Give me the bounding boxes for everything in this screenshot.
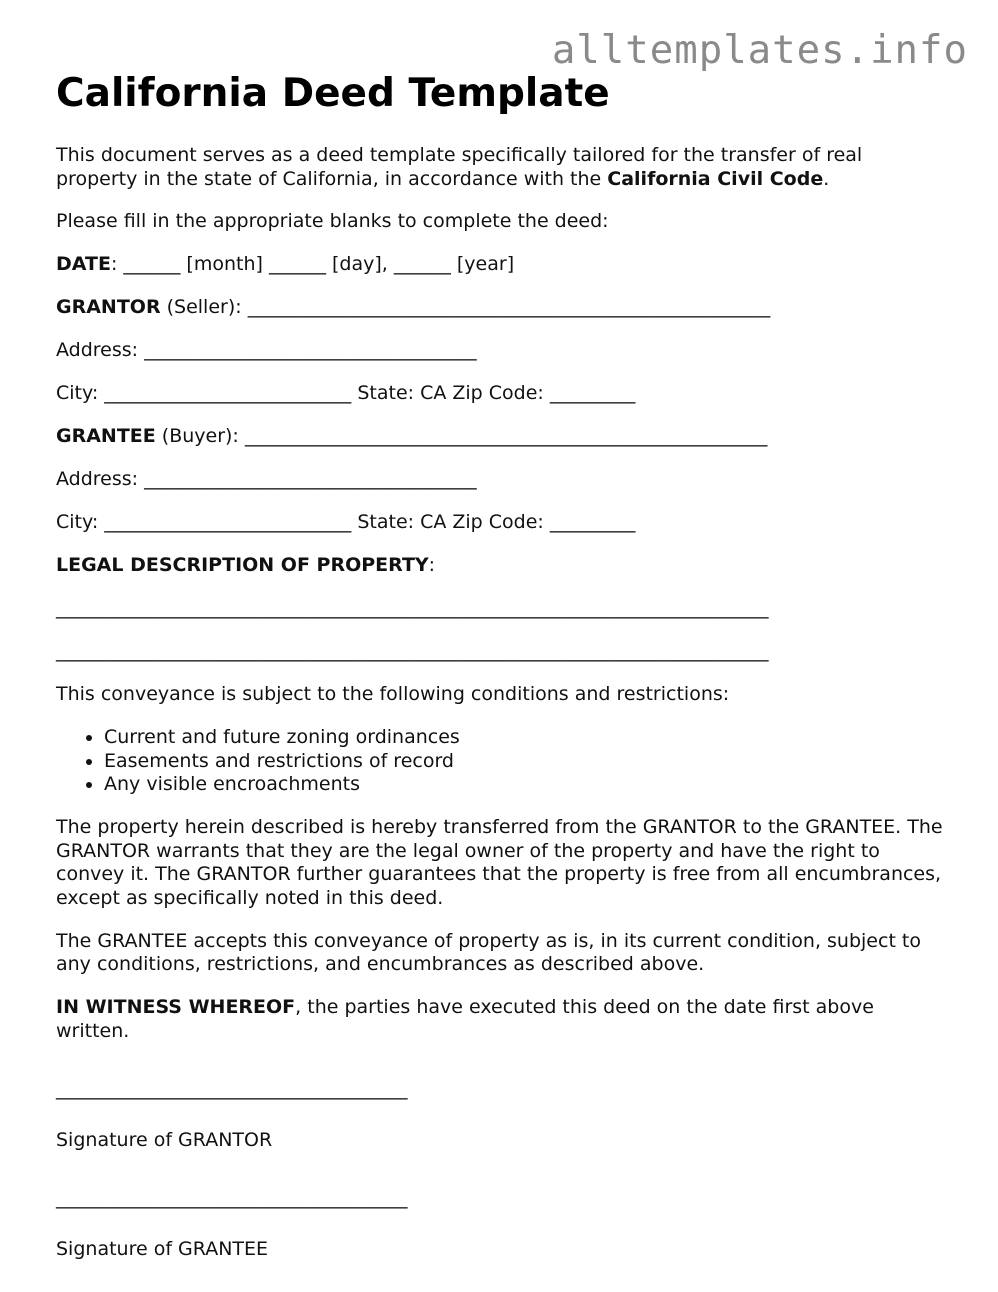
page-title: California Deed Template [56, 71, 610, 116]
grantor-address-line: Address: ___________________________________ [56, 339, 477, 361]
conditions-intro: This conveyance is subject to the following conditions and restrictions: [56, 683, 730, 705]
grantor-city-line: City: __________________________ State: CA Zip Code: _________ [56, 382, 636, 404]
grantee-address-line: Address: ___________________________________ [56, 468, 477, 490]
grantee-signature-label: Signature of GRANTEE [56, 1237, 269, 1260]
grantor-signature-line: _____________________________________ [56, 1078, 408, 1100]
list-item: • Any visible encroachments [104, 773, 946, 797]
grantee-line: GRANTEE (Buyer): _______________________________________________________ [56, 425, 768, 447]
list-item: • Easements and restrictions of record [104, 750, 946, 774]
legal-description-line: ___________________________________________________________________________ [56, 640, 769, 662]
watermark: alltemplates.info [551, 28, 968, 73]
witness-paragraph: IN WITNESS WHEREOF, the parties have executed this deed on the date first above written. [56, 996, 874, 1042]
grantor-line: GRANTOR (Seller): _______________________________________________________ [56, 296, 771, 318]
transfer-paragraph: The property herein described is hereby transferred from the GRANTOR to the GRANTEE. The GRANTOR warrants that they are the legal owner of the property and have the right to convey it. The GRANTOR further guarantees that the property is free from all encumbrances, except as specifically noted in this deed. [56, 816, 943, 909]
date-line: DATE: ______ [month] ______ [day], ______ [year] [56, 253, 515, 275]
grantee-signature-line: _____________________________________ [56, 1187, 408, 1209]
legal-description-heading: LEGAL DESCRIPTION OF PROPERTY: [56, 554, 436, 576]
conditions-list [56, 726, 946, 797]
intro-paragraph: This document serves as a deed template specifically tailored for the transfer of real property in the state of California, in accordance with the California Civil Code. [56, 144, 863, 190]
list-item: • Current and future zoning ordinances [104, 726, 946, 750]
document-body [56, 70, 946, 1261]
grantee-city-line: City: __________________________ State: CA Zip Code: _________ [56, 511, 636, 533]
grantor-signature-label: Signature of GRANTOR [56, 1128, 273, 1151]
legal-description-line: ___________________________________________________________________________ [56, 597, 769, 619]
acceptance-paragraph: The GRANTEE accepts this conveyance of property as is, in its current condition, subject to any conditions, restrictions, and encumbrances as described above. [56, 929, 922, 975]
instruction-text: Please fill in the appropriate blanks to complete the deed: [56, 210, 609, 232]
